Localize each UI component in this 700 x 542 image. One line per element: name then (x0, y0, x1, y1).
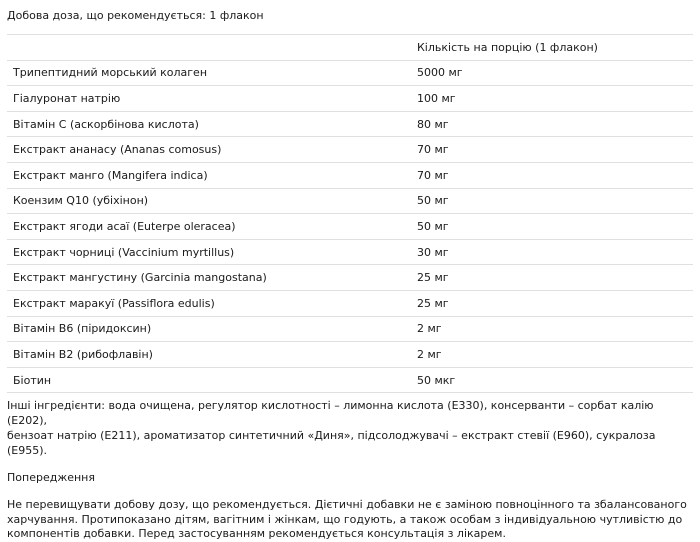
warning-line: Не перевищувати добову дозу, що рекомендується. Дієтичні добавки не є заміною повноцінного та збалансованого (7, 498, 687, 512)
ingredient-amount: 25 мг (411, 265, 693, 291)
ingredient-amount: 50 мг (411, 188, 693, 214)
header-amount-cell: Кількість на порцію (1 флакон) (411, 35, 693, 61)
table-row (7, 316, 693, 342)
supplement-facts-table (7, 34, 693, 393)
header-name-cell (7, 35, 411, 61)
table-row (7, 367, 693, 393)
other-ingredients-text (7, 398, 693, 458)
table-row (7, 60, 693, 86)
table-row (7, 111, 693, 137)
table-row (7, 214, 693, 240)
warning-line: харчування. Протипоказано дітям, вагітним і жінкам, що годують, а також особам з індивідуальною чутливістю до (7, 512, 683, 526)
ingredient-amount: 50 мг (411, 214, 693, 240)
ingredient-name: Екстракт чорниці (Vaccinium myrtillus) (7, 239, 411, 265)
table-row (7, 188, 693, 214)
ingredient-name: Екстракт маракуї (Passiflora edulis) (7, 290, 411, 316)
ingredient-amount: 80 мг (411, 111, 693, 137)
daily-dose-text: Добова доза, що рекомендується: 1 флакон (7, 9, 264, 22)
table-row (7, 86, 693, 112)
ingredient-name: Вітамін B2 (рибофлавін) (7, 342, 411, 368)
table-row (7, 137, 693, 163)
warning-heading: Попередження (7, 471, 95, 485)
ingredient-name: Біотин (7, 367, 411, 393)
table-row (7, 290, 693, 316)
ingredient-amount: 70 мг (411, 137, 693, 163)
ingredient-name: Трипептидний морський колаген (7, 60, 411, 86)
ingredient-amount: 5000 мг (411, 60, 693, 86)
ingredient-amount: 100 мг (411, 86, 693, 112)
table-row (7, 265, 693, 291)
other-ingredients-line: Інші інгредієнти: вода очищена, регулятор кислотності – лимонна кислота (E330), консерванти – сорбат калію (E202), (7, 399, 654, 428)
ingredient-amount: 30 мг (411, 239, 693, 265)
ingredient-name: Екстракт ананасу (Ananas comosus) (7, 137, 411, 163)
ingredient-amount: 2 мг (411, 342, 693, 368)
ingredient-name: Коензим Q10 (убіхінон) (7, 188, 411, 214)
ingredient-name: Екстракт манго (Mangifera indica) (7, 162, 411, 188)
warning-text (7, 498, 693, 542)
ingredient-name: Вітамін C (аскорбінова кислота) (7, 111, 411, 137)
ingredient-name: Вітамін B6 (піридоксин) (7, 316, 411, 342)
warning-line: компонентів добавки. Перед застосуванням рекомендується консультація з лікарем. (7, 527, 506, 541)
ingredient-name: Екстракт мангустину (Garcinia mangostana) (7, 265, 411, 291)
ingredient-amount: 2 мг (411, 316, 693, 342)
ingredient-name: Екстракт ягоди асаї (Euterpe oleracea) (7, 214, 411, 240)
table-row (7, 239, 693, 265)
table-header-row (7, 35, 693, 61)
ingredient-amount: 25 мг (411, 290, 693, 316)
other-ingredients-line: бензоат натрію (E211), ароматизатор синтетичний «Диня», підсолоджувачі – екстракт стевії (E960), сукралоза (E955). (7, 429, 656, 458)
table-row (7, 162, 693, 188)
ingredient-amount: 50 мкг (411, 367, 693, 393)
ingredient-name: Гіалуронат натрію (7, 86, 411, 112)
table-row (7, 342, 693, 368)
ingredient-amount: 70 мг (411, 162, 693, 188)
